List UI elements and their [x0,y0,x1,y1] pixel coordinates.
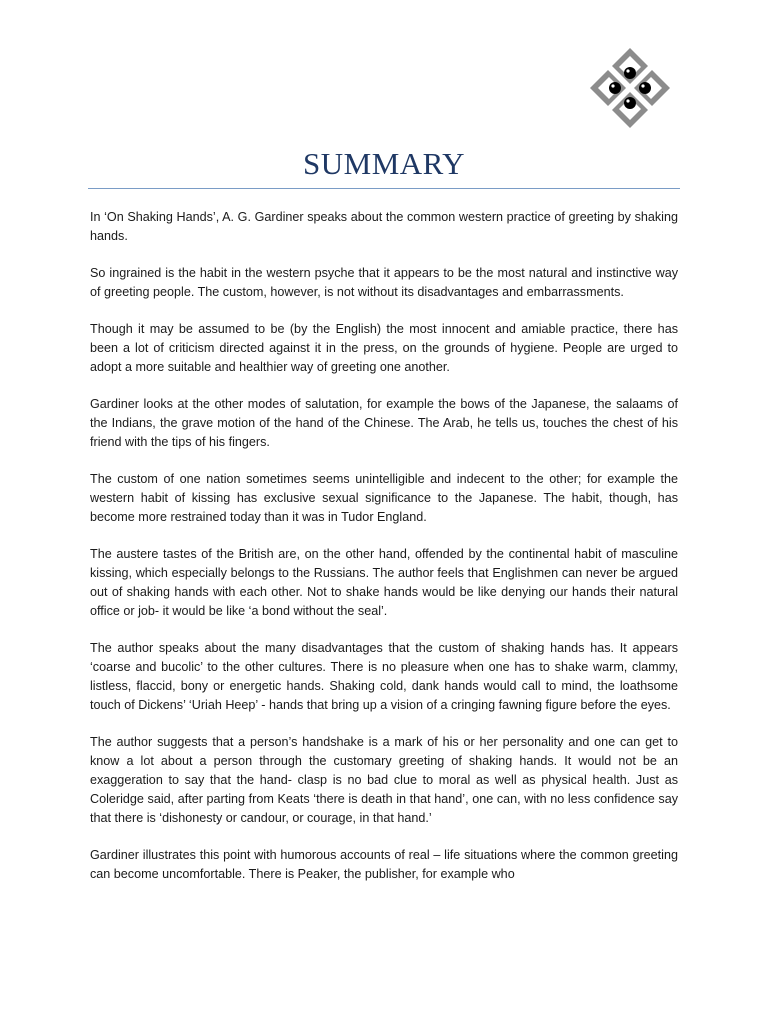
paragraph: The author suggests that a person’s handshake is a mark of his or her personality and one can get to know a lot about a person through the customary greeting of shaking hands. It would not be an exaggeration to say that the hand- clasp is no bad clue to moral as well as physical health. Just as Coleridge said, after parting from Keats ‘there is death in that hand’, one can, with no less confidence say that there is ‘dishonesty or candour, or courage, in that hand.’ [90,735,678,825]
paragraph: So ingrained is the habit in the western psyche that it appears to be the most natural and instinctive way of greeting people. The custom, however, is not without its disadvantages and embarrassments. [90,266,678,299]
paragraph: Gardiner illustrates this point with humorous accounts of real – life situations where the common greeting can become uncomfortable. There is Peaker, the publisher, for example who [90,848,678,881]
paragraph: The austere tastes of the British are, on the other hand, offended by the continental habit of masculine kissing, which especially belongs to the Russians. The author feels that Englishmen can never be argued out of shaking hands with each other. Not to shake hands would be like denying our hands their natural office or job- it would be like ‘a bond without the seal’. [90,547,678,618]
paragraph: Though it may be assumed to be (by the English) the most innocent and amiable practice, there has been a lot of criticism directed against it in the press, on the grounds of hygiene. People are urged to adopt a more suitable and healthier way of greeting one another. [90,322,678,374]
paragraph: The author speaks about the many disadvantages that the custom of shaking hands has. It appears ‘coarse and bucolic’ to the other cultures. There is no pleasure when one has to shake warm, clammy, listless, flaccid, bony or energetic hands. Shaking cold, dank hands would call to mind, the loathsome touch of Dickens’ ‘Uriah Heep’ - hands that bring up a vision of a cringing fawning figure before the eyes. [90,641,678,712]
summary-body [90,208,678,902]
quatrefoil-flower-icon [586,44,674,132]
page-title: SUMMARY [303,146,465,181]
paragraph: Gardiner looks at the other modes of salutation, for example the bows of the Japanese, the salaams of the Indians, the grave motion of the hand of the Chinese. The Arab, he tells us, touches the chest of his friend with the tips of his fingers. [90,397,678,449]
paragraph: The custom of one nation sometimes seems unintelligible and indecent to the other; for example the western habit of kissing has exclusive sexual significance to the Japanese. The habit, though, has become more restrained today than it was in Tudor England. [90,472,678,524]
title-divider [88,188,680,189]
paragraph: In ‘On Shaking Hands’, A. G. Gardiner speaks about the common western practice of greeting by shaking hands. [90,210,678,243]
